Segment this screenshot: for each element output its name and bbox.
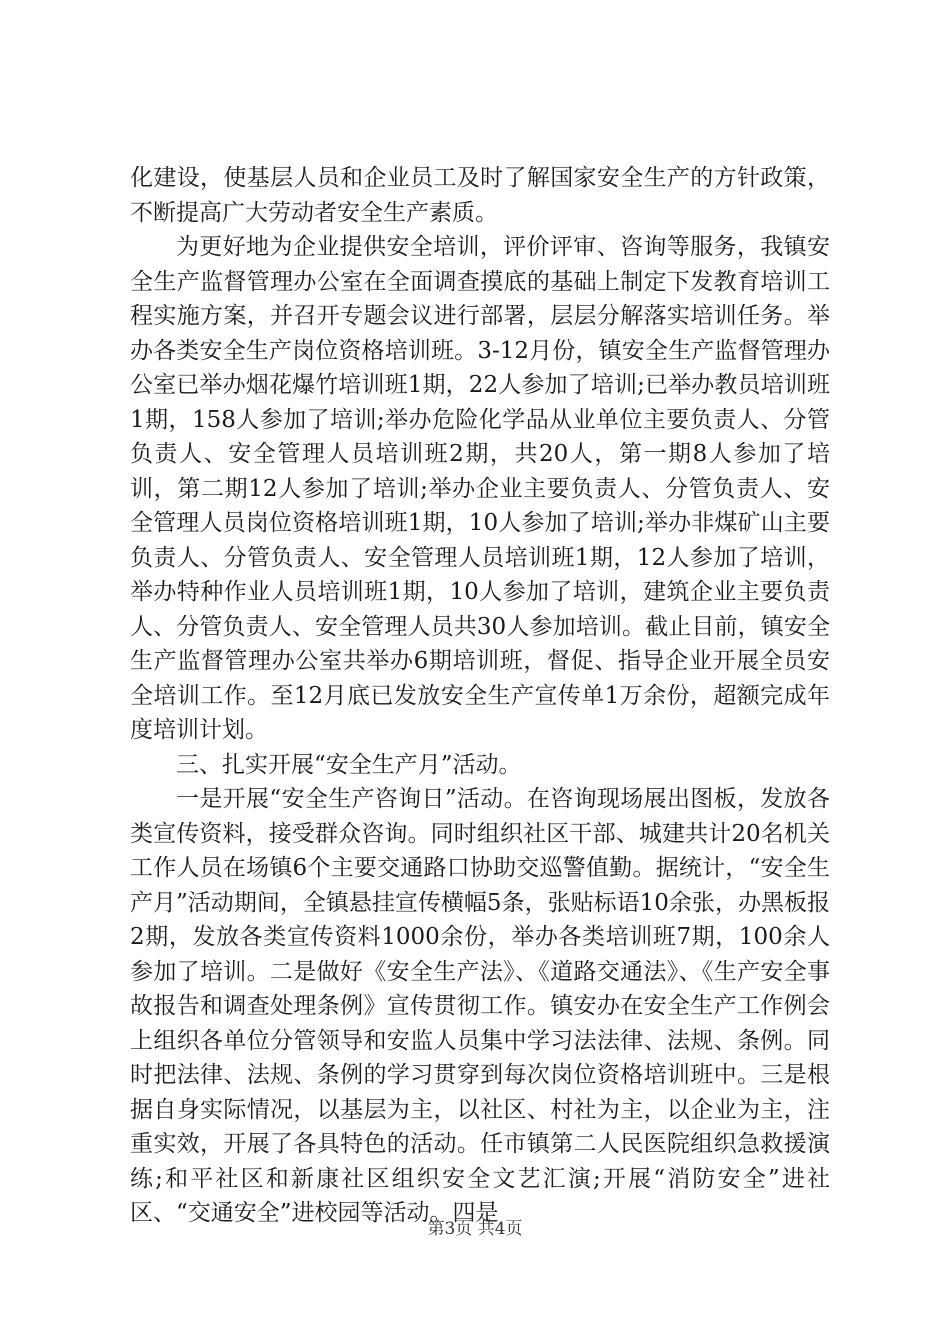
paragraph-safety-month: 一是开展“安全生产咨询日”活动。在咨询现场展出图板，发放各类宣传资料，接受群众咨询。同时组织社区干部、城建共计20名机关工作人员在场镇6个主要交通路口协助交巡警值勤。据统计，“安全生产月”活动期间，全镇悬挂宣传横幅5条，张贴标语10余张，办黑板报2期，发放各类宣传资料1000余份，举办各类培训班7期，100余人参加了培训。二是做好《安全生产法》、《道路交通法》、《生产安全事故报告和调查处理条例》宣传贯彻工作。镇安办在安全生产工作例会上组织各单位分管领导和安监人员集中学习法法律、法规、条例。同时把法律、法规、条例的学习贯穿到每次岗位资格培训班中。三是根据自身实际情况，以基层为主，以社区、村社为主，以企业为主，注重实效，开展了各具特色的活动。任市镇第二人民医院组织急救援演练;和平社区和新康社区组织安全文艺汇演;开展“消防安全”进社区、“交通安全”进校园等活动。四是 <box>130 786 830 1226</box>
paragraph-continuation: 化建设，使基层人员和企业员工及时了解国家安全生产的方针政策，不断提高广大劳动者安全生产素质。 <box>130 165 830 226</box>
page-footer: 第3页 共4页 <box>427 1219 523 1239</box>
document-body <box>130 161 830 1231</box>
paragraph-training: 为更好地为企业提供安全培训，评价评审、咨询等服务，我镇安全生产监督管理办公室在全面调查摸底的基础上制定下发教育培训工程实施方案，并召开专题会议进行部署，层层分解落实培训任务。举办各类安全生产岗位资格培训班。3-12月份，镇安全生产监督管理办公室已举办烟花爆竹培训班1期，22人参加了培训;已举办教员培训班1期，158人参加了培训;举办危险化学品从业单位主要负责人、分管负责人、安全管理人员培训班2期，共20人，第一期8人参加了培训，第二期12人参加了培训;举办企业主要负责人、分管负责人、安全管理人员岗位资格培训班1期，10人参加了培训;举办非煤矿山主要负责人、分管负责人、安全管理人员培训班1期，12人参加了培训，举办特种作业人员培训班1期，10人参加了培训，建筑企业主要负责人、分管负责人、安全管理人员共30人参加培训。截止目前，镇安全生产监督管理办公室共举办6期培训班，督促、指导企业开展全员安全培训工作。至12月底已发放安全生产宣传单1万余份，超额完成年度培训计划。 <box>130 234 830 743</box>
section-heading: 三、扎实开展“安全生产月”活动。 <box>176 751 522 778</box>
